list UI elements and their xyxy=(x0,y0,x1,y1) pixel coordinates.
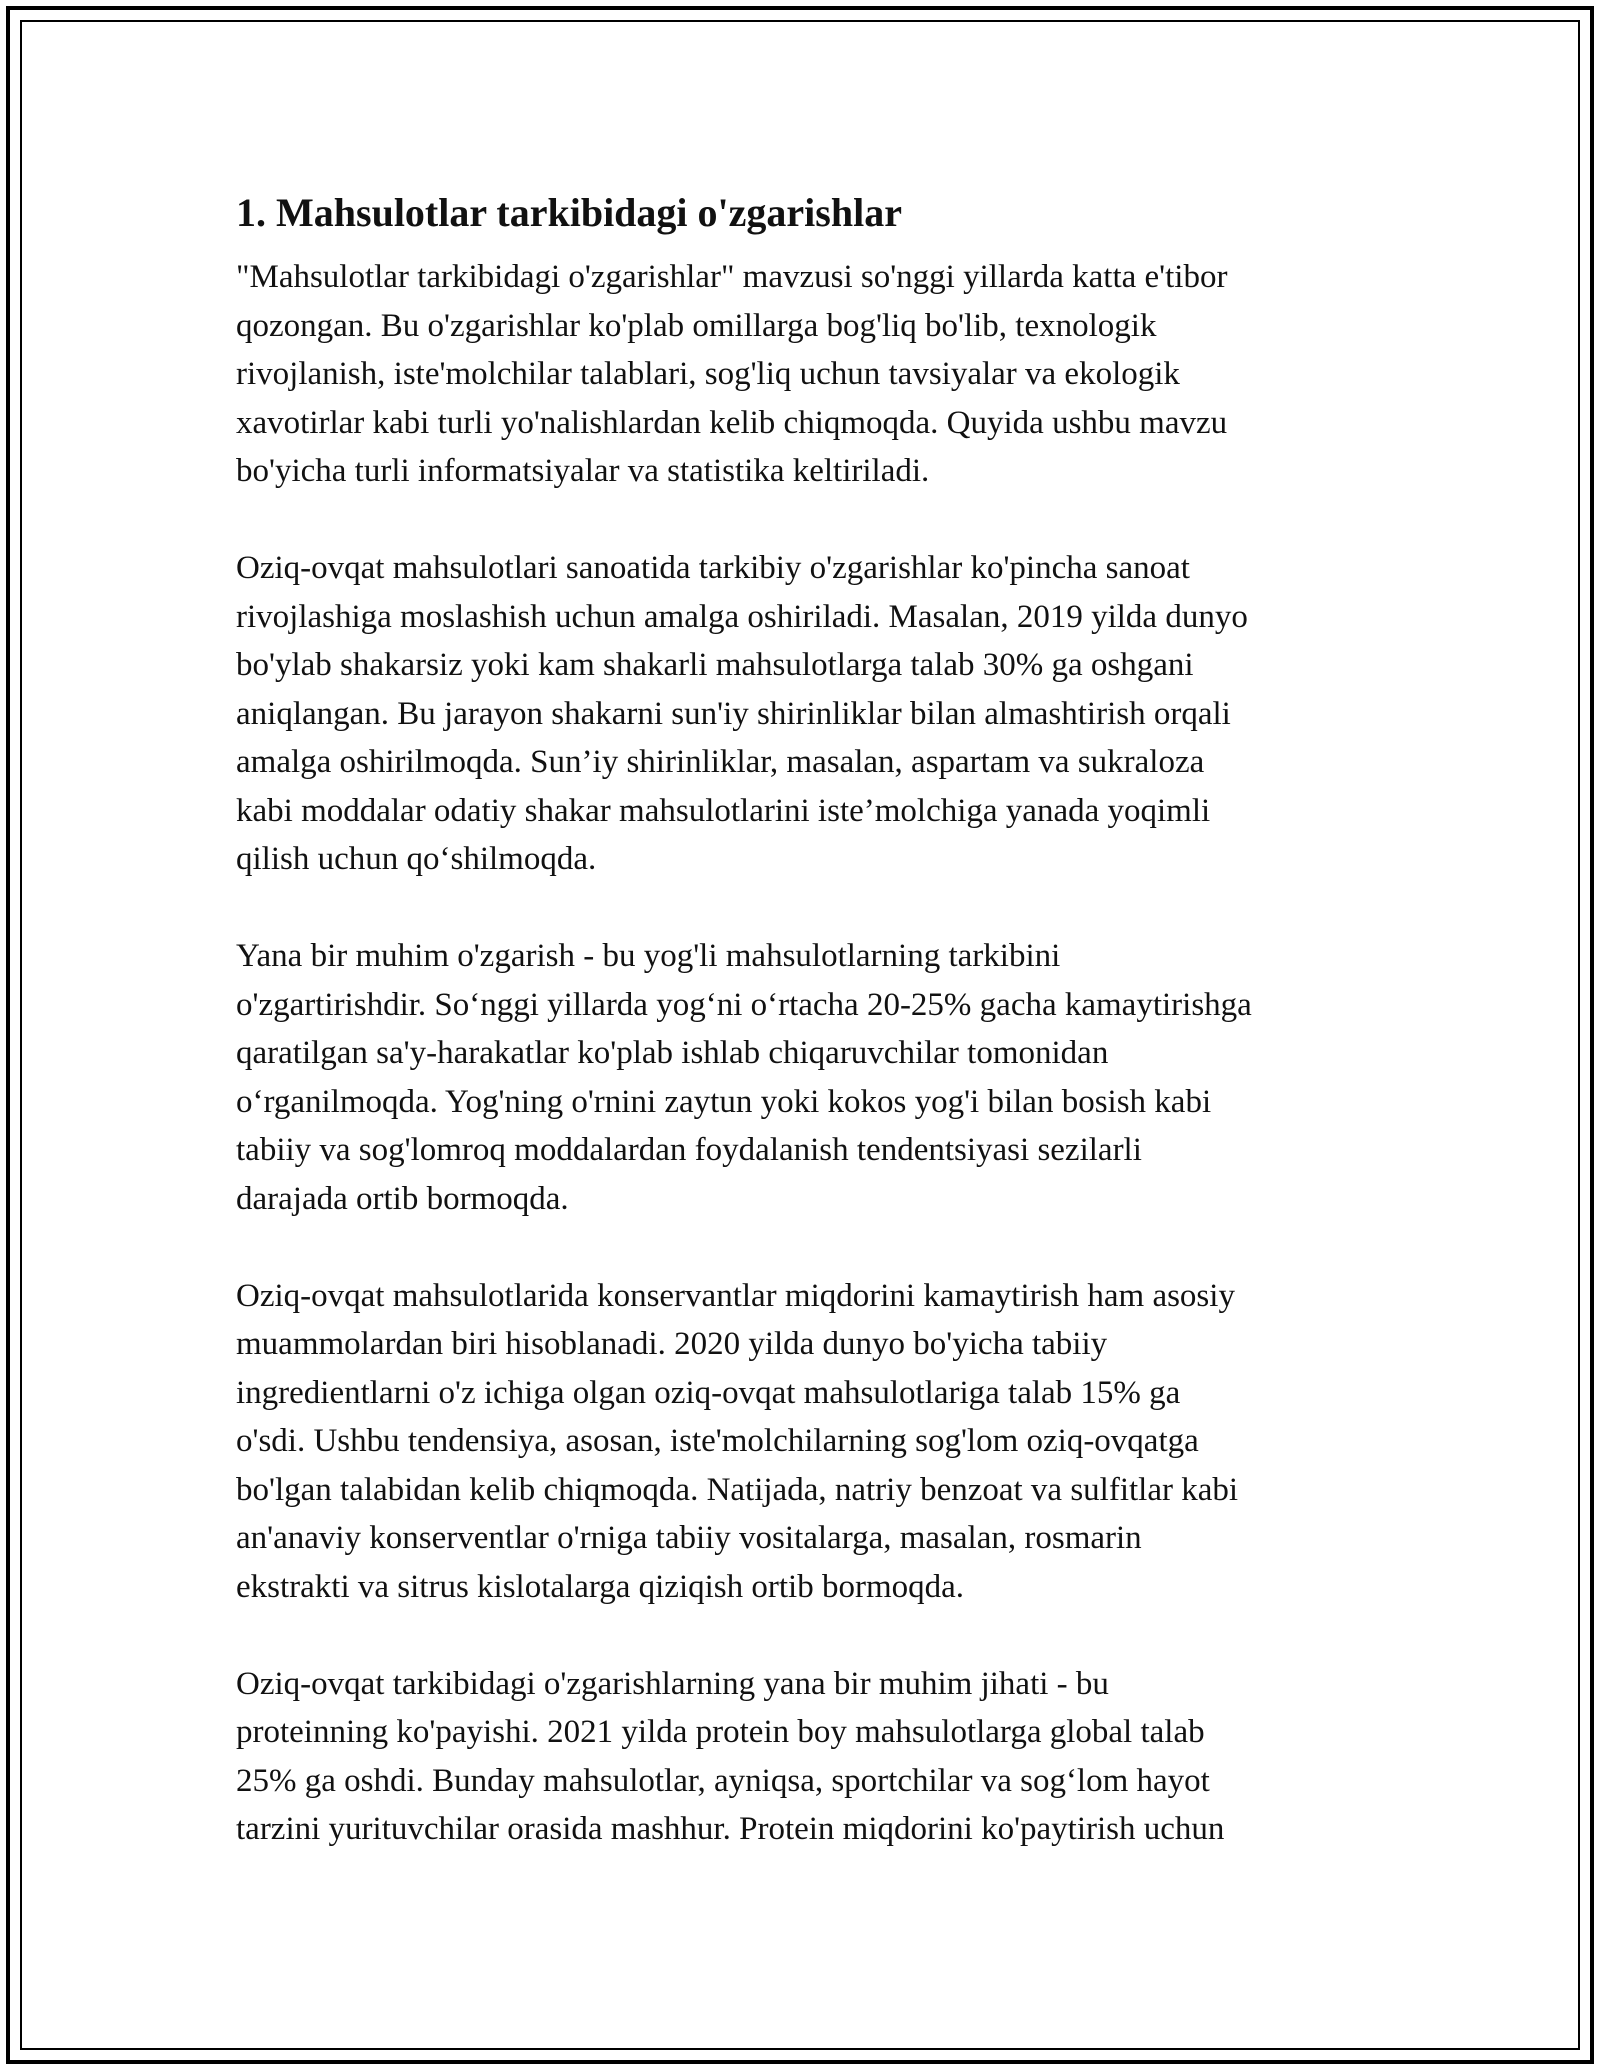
paragraph-preservatives xyxy=(236,1272,1376,1612)
text-line: bo'ylab shakarsiz yoki kam shakarli mahsulotlarga talab 30% ga oshgani xyxy=(236,647,1194,683)
text-line: rivojlanish, iste'molchilar talablari, sog'liq uchun tavsiyalar va ekologik xyxy=(236,356,1180,392)
text-line: aniqlangan. Bu jarayon shakarni sun'iy shirinliklar bilan almashtirish orqali xyxy=(236,695,1231,732)
text-line: o‘rganilmoqda. Yog'ning o'rnini zaytun yoki kokos yog'i bilan bosish kabi xyxy=(236,1083,1212,1120)
text-line: an'anaviy konserventlar o'rniga tabiiy vositalarga, masalan, rosmarin xyxy=(236,1520,1142,1556)
text-line: "Mahsulotlar tarkibidagi o'zgarishlar" mavzusi so'nggi yillarda katta e'tibor xyxy=(236,259,1228,295)
text-line: xavotirlar kabi turli yo'nalishlardan kelib chiqmoqda. Quyida ushbu mavzu xyxy=(236,404,1228,441)
text-line: Oziq-ovqat mahsulotlarida konservantlar miqdorini kamaytirish ham asosiy xyxy=(236,1277,1235,1314)
text-line: qilish uchun qo‘shilmoqda. xyxy=(236,841,597,877)
text-line: Oziq-ovqat mahsulotlari sanoatida tarkibiy o'zgarishlar ko'pincha sanoat xyxy=(236,550,1190,586)
paragraph-sugar xyxy=(236,544,1376,884)
paragraph-fat xyxy=(236,932,1376,1223)
text-line: rivojlashiga moslashish uchun amalga oshiriladi. Masalan, 2019 yilda dunyo xyxy=(236,598,1248,635)
text-line: kabi moddalar odatiy shakar mahsulotlarini iste’molchiga yanada yoqimli xyxy=(236,792,1211,829)
text-line: o'sdi. Ushbu tendensiya, asosan, iste'molchilarning sog'lom oziq-ovqatga xyxy=(236,1423,1199,1459)
text-line: darajada ortib bormoqda. xyxy=(236,1180,569,1217)
text-line: Oziq-ovqat tarkibidagi o'zgarishlarning yana bir muhim jihati - bu xyxy=(236,1665,1109,1702)
text-line: 25% ga oshdi. Bunday mahsulotlar, ayniqsa, sportchilar va sog‘lom hayot xyxy=(236,1762,1210,1799)
section-heading: 1. Mahsulotlar tarkibidagi o'zgarishlar xyxy=(236,190,902,235)
text-line: Yana bir muhim o'zgarish - bu yog'li mahsulotlarning tarkibini xyxy=(236,938,1061,974)
text-line: ingredientlarni o'z ichiga olgan oziq-ovqat mahsulotlariga talab 15% ga xyxy=(236,1374,1181,1411)
paragraph-protein xyxy=(236,1660,1376,1854)
text-line: o'zgartirishdir. So‘nggi yillarda yog‘ni o‘rtacha 20-25% gacha kamaytirishga xyxy=(236,986,1252,1023)
text-line: bo'yicha turli informatsiyalar va statistika keltiriladi. xyxy=(236,453,930,489)
text-line: qozongan. Bu o'zgarishlar ko'plab omillarga bog'liq bo'lib, texnologik xyxy=(236,307,1157,344)
document-body xyxy=(236,185,1376,1902)
text-line: qaratilgan sa'y-harakatlar ko'plab ishlab chiqaruvchilar tomonidan xyxy=(236,1035,1109,1071)
text-line: muammolardan biri hisoblanadi. 2020 yilda dunyo bo'yicha tabiiy xyxy=(236,1326,1108,1362)
text-line: tabiiy va sog'lomroq moddalardan foydalanish tendentsiyasi sezilarli xyxy=(236,1132,1142,1168)
text-line: amalga oshirilmoqda. Sun’iy shirinliklar, masalan, aspartam va sukraloza xyxy=(236,744,1205,780)
text-line: tarzini yurituvchilar orasida mashhur. Protein miqdorini ko'paytirish uchun xyxy=(236,1811,1225,1847)
paragraph-intro xyxy=(236,253,1376,496)
text-line: bo'lgan talabidan kelib chiqmoqda. Natijada, natriy benzoat va sulfitlar kabi xyxy=(236,1471,1239,1508)
text-line: proteinning ko'payishi. 2021 yilda protein boy mahsulotlarga global talab xyxy=(236,1714,1205,1750)
text-line: ekstrakti va sitrus kislotalarga qiziqish ortib bormoqda. xyxy=(236,1568,965,1605)
